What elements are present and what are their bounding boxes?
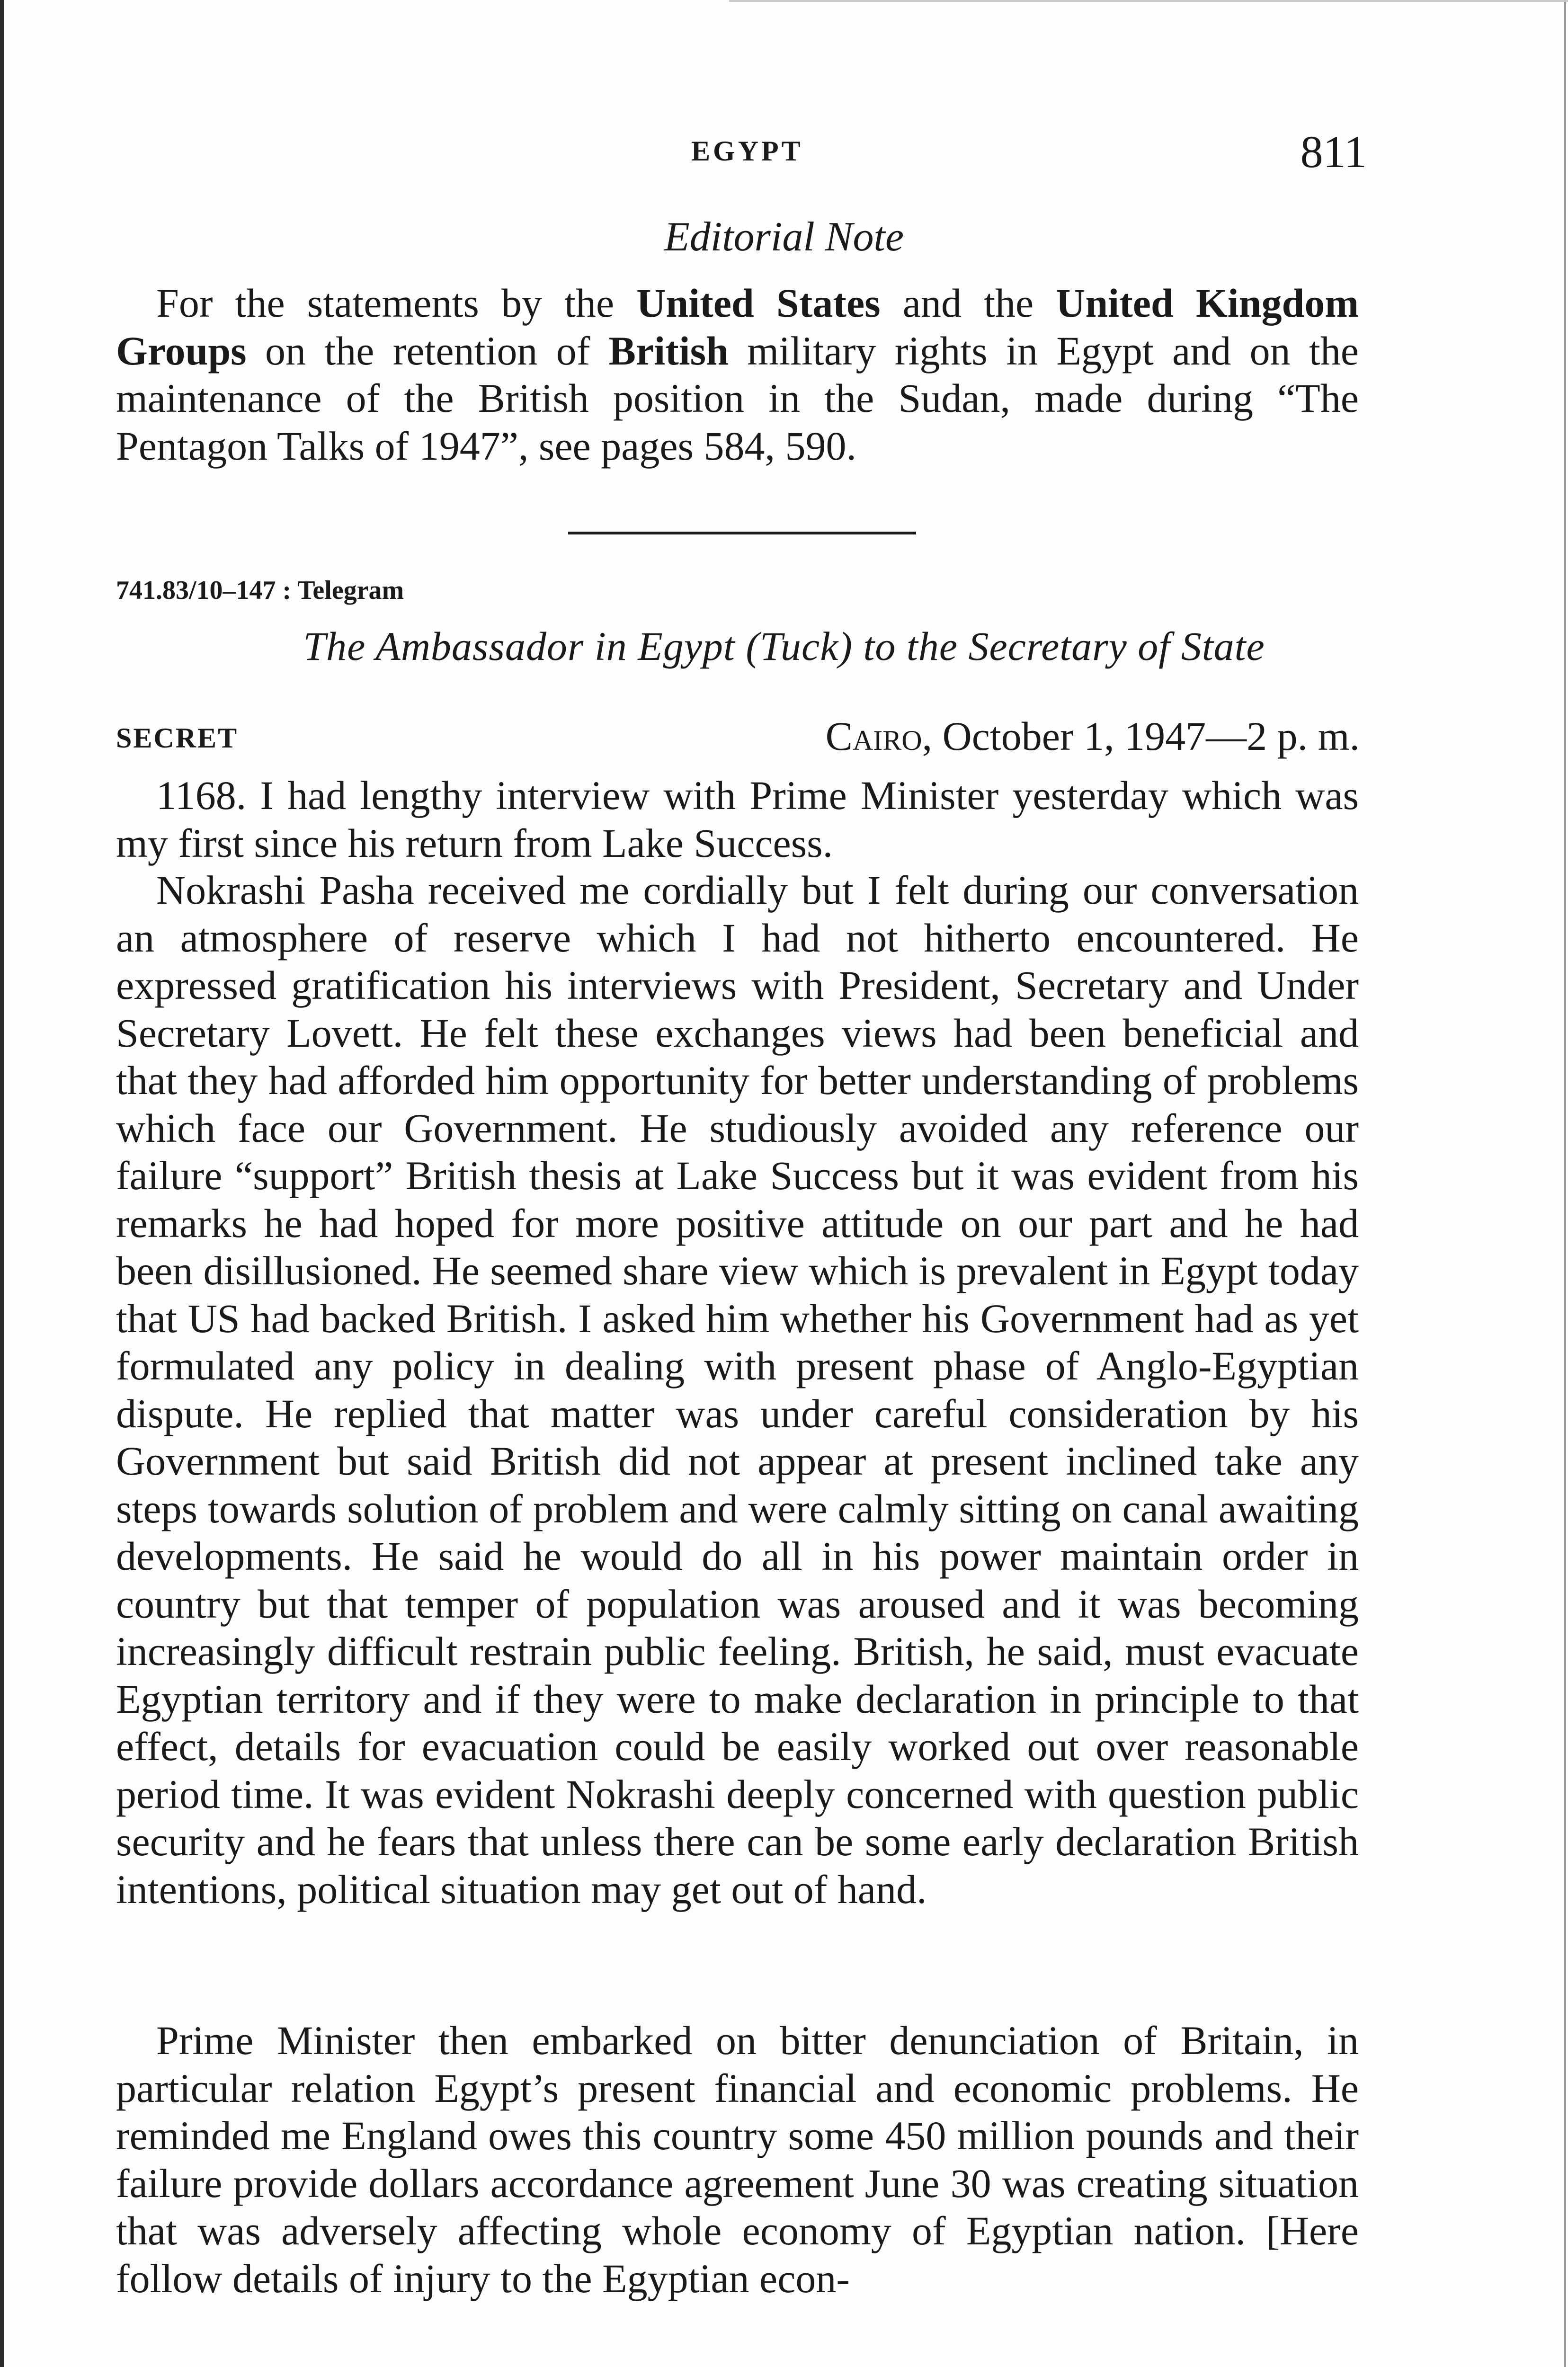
note-text-c: and the — [880, 280, 1056, 326]
note-text-f: British — [608, 328, 729, 374]
note-text-b: United States — [636, 280, 881, 326]
page-top-edge — [729, 0, 1568, 2]
page-number: 811 — [1300, 126, 1367, 177]
section-divider — [568, 532, 916, 534]
page-edge-left — [0, 0, 4, 2367]
document-title: The Ambassador in Egypt (Tuck) to the Secretary of State — [303, 623, 1265, 669]
classification-label: SECRET — [116, 722, 239, 754]
editorial-note-heading: Editorial Note — [664, 214, 904, 260]
dateline-place: Cairo, — [825, 713, 933, 759]
dateline-date: October 1, 1947—2 p. m. — [932, 713, 1360, 759]
note-text-a: For the statements by the — [156, 280, 637, 326]
dateline — [826, 712, 1360, 760]
page-edge-right — [1564, 0, 1566, 2367]
running-head: EGYPT — [691, 135, 803, 167]
paragraph-1: 1168. I had lengthy interview with Prime Minister yesterday which was my first since his return from Lake Success. — [116, 773, 1359, 866]
note-text-g: military rights in Egypt and on the maintenance of the British position in the Sudan, made during “The Pentagon Talks of 1947”, see pages 584, 590. — [116, 328, 1359, 469]
paragraph-2: Nokrashi Pasha received me cordially but I felt during our conversation an atmosphere of reserve which I had not hitherto encountered. He expressed gratification his interviews with President, Secretary and Under Secretary Lovett. He felt these exchanges views had been beneficial and that they had afforded him opportunity for better understanding of problems which face our Government. He studiously avoided any reference our failure “support” British thesis at Lake Success but it was evident from his remarks he had hoped for more positive attitude on our part and he had been disillusioned. He seemed share view which is prevalent in Egypt today that US had backed British. I asked him whether his Government had as yet formulated any policy in dealing with present phase of Anglo-Egyptian dispute. He replied that matter was under careful consideration by his Government but said British did not appear at present inclined take any steps towards solution of problem and were calmly sitting on canal awaiting developments. He said he would do all in his power maintain order in country but that temper of population was aroused and it was becoming increasingly difficult restrain public feeling. British, he said, must evacuate Egyptian territory and if they were to make declaration in principle to that effect, details for evacuation could be easily worked out over reasonable period time. It was evident Nokrashi deeply concerned with question public security and he fears that unless there can be some early declaration British intentions, political situation may get out of hand. — [116, 867, 1359, 1912]
file-reference: 741.83/10–147 : Telegram — [116, 576, 404, 605]
note-text-e: on the retention of — [246, 328, 609, 374]
paragraph-3: Prime Minister then embarked on bitter denunciation of Britain, in particular relation Egypt’s present financial and economic problems. He reminded me England owes this country some 450 million pounds and their failure provide dollars accordance agreement June 30 was creating situation that was adversely affecting whole economy of Egyptian nation. [Here follow details of injury to the Egyptian econ- — [116, 2018, 1359, 2301]
note-text-d: United Kingdom Groups — [116, 280, 1359, 374]
editorial-note-text — [116, 279, 1359, 470]
